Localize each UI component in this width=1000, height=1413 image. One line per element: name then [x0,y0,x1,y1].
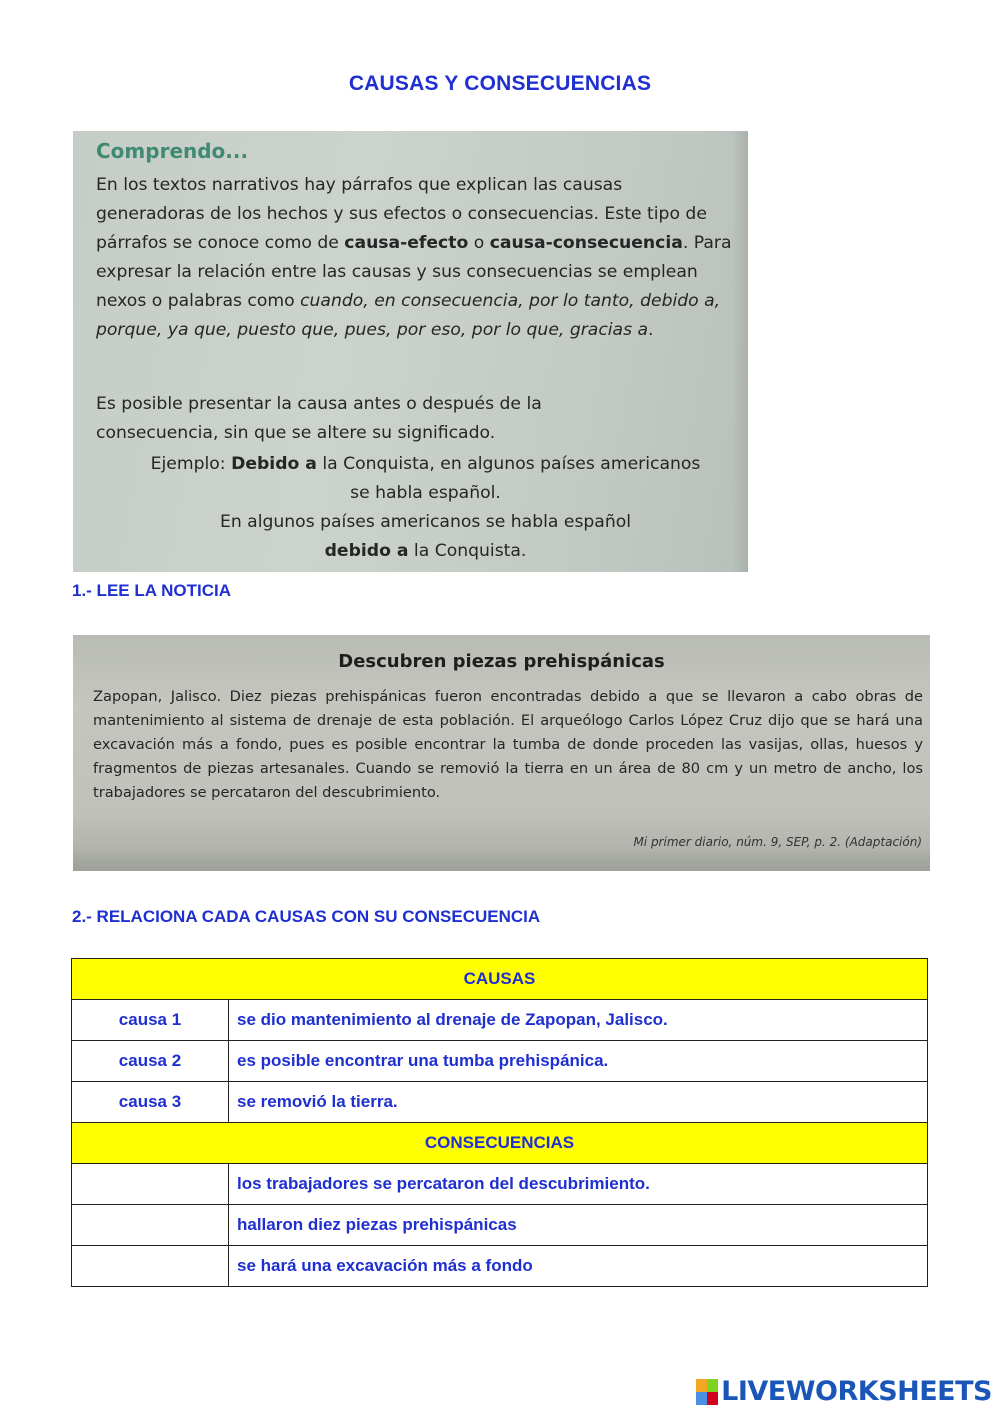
consequences-header-row [72,1123,928,1164]
comprendo-paragraph-1: En los textos narrativos hay párrafos que explican las causas generadoras de los hechos y sus efectos o consecuencias. Este tipo de párrafos se conoce como de causa-efecto o causa-consecuencia. Para expresar la relación entre las causas y sus consecuencias se emplean nexos o palabras como cuando, en consecuencia, por lo tanto, debido a, porque, ya que, puesto que, pues, por eso, por lo que, gracias a. [96,175,732,340]
news-photo [73,635,930,871]
cause-label: causa 3 [72,1082,229,1123]
causes-header-row [72,959,928,1000]
liveworksheets-brand[interactable] [696,1376,992,1407]
page-edge-shadow [732,131,748,572]
comprendo-heading: Comprendo... [96,139,249,163]
cause-row [72,1000,928,1041]
answer-cell[interactable] [72,1164,229,1205]
comprendo-paragraph-2: Es posible presentar la causa antes o después de la consecuencia, sin que se altere su significado. [96,394,542,443]
section-1-heading: 1.- LEE LA NOTICIA [72,581,231,600]
consequence-row [72,1205,928,1246]
consequence-text: se hará una excavación más a fondo [229,1246,928,1287]
consequence-row [72,1246,928,1287]
cause-text: se removió la tierra. [229,1082,928,1123]
consequence-text: los trabajadores se percataron del descubrimiento. [229,1164,928,1205]
consequences-header: CONSECUENCIAS [72,1123,928,1164]
cause-text: se dio mantenimiento al drenaje de Zapopan, Jalisco. [229,1000,928,1041]
answer-cell[interactable] [72,1205,229,1246]
photo-shadow [73,849,930,871]
cause-row [72,1041,928,1082]
news-body: Zapopan, Jalisco. Diez piezas prehispánicas fueron encontradas debido a que se llevaron a cabo obras de mantenimiento al sistema de drenaje de esta población. El arqueólogo Carlos López Cruz dijo que se hará una excavación más a fondo, pues es posible encontrar la tumba de donde proceden las vasijas, ollas, huesos y fragmentos de piezas artesanales. Cuando se removió la tierra en un área de 80 cm y un metro de ancho, los trabajadores se percataron del descubrimiento. [93,688,923,801]
news-source: Mi primer diario, núm. 9, SEP, p. 2. (Adaptación) [633,835,922,849]
cause-text: es posible encontrar una tumba prehispánica. [229,1041,928,1082]
cause-label: causa 2 [72,1041,229,1082]
section-2-heading: 2.- RELACIONA CADA CAUSAS CON SU CONSECUENCIA [72,907,541,926]
consequence-row [72,1164,928,1205]
comprendo-example-1: Ejemplo: Debido a la Conquista, en algunos países americanos se habla español. [150,454,701,503]
brand-name: LIVEWORKSHEETS [721,1376,992,1407]
page-title: CAUSAS Y CONSECUENCIAS [348,72,652,95]
comprendo-photo [73,131,748,572]
cause-label: causa 1 [72,1000,229,1041]
cause-row [72,1082,928,1123]
answer-cell[interactable] [72,1246,229,1287]
liveworksheets-logo-icon [696,1379,718,1405]
causes-header: CAUSAS [72,959,928,1000]
comprendo-example-2: En algunos países americanos se habla español debido a la Conquista. [219,512,632,561]
consequence-text: hallaron diez piezas prehispánicas [229,1205,928,1246]
relation-table [71,958,928,1287]
news-headline: Descubren piezas prehispánicas [338,651,665,672]
